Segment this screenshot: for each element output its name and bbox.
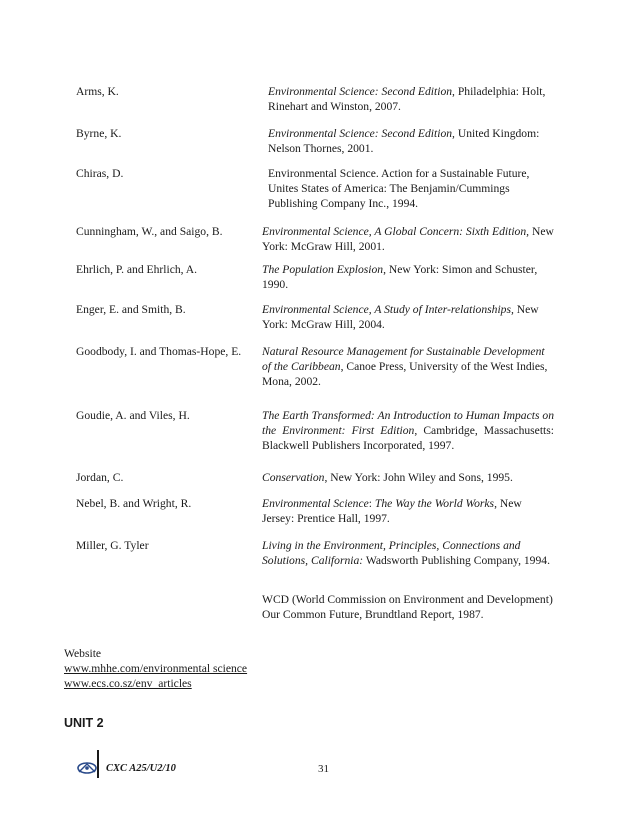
reference-details: , Philadelphia: Holt, Rinehart and Winston, 2007. [268,85,546,113]
reference-author: Nebel, B. and Wright, R. [76,497,192,510]
reference-author: Jordan, C. [76,471,124,484]
reference-details: WCD (World Commission on Environment and Development) Our Common Future, Brundtland Report, 1987. [262,593,553,621]
reference-author: Byrne, K. [76,127,122,140]
reference-work [262,262,554,292]
reference-author: Ehrlich, P. and Ehrlich, A. [76,263,198,276]
reference-work [268,166,556,211]
reference-details: Wadsworth Publishing Company, 1994. [363,554,550,567]
reference-title: Environmental Science: Second Edition [268,85,453,98]
reference-work [262,538,554,568]
reference-title: Living in the Environment, Principles, Connections and Solutions, California: [262,539,521,567]
reference-details: New York: McGraw Hill, 2004. [262,303,539,331]
reference-title: The Way the World Works [374,497,495,510]
reference-details: , Canoe Press, University of the West Indies, Mona, 2002. [262,360,548,388]
reference-work [268,126,556,156]
reference-details: : [368,497,375,510]
reference-title: The Population Explosion [262,263,384,276]
website-link-ecs[interactable]: www.ecs.co.sz/env_articles [64,677,192,690]
reference-details: , New Jersey: Prentice Hall, 1997. [262,497,522,525]
reference-work [262,496,554,526]
unit-heading: UNIT 2 [64,716,104,730]
reference-work [262,344,554,389]
reference-work [262,302,554,332]
reference-details: , Cambridge, Massachusetts: Blackwell Publishers Incorporated, 1997. [262,424,554,452]
cxc-logo-icon [76,760,98,776]
reference-work [262,224,554,254]
reference-author: Enger, E. and Smith, B. [76,303,186,316]
reference-title: The Earth Transformed: An Introduction to Human Impacts on the Environment: First Edition [262,409,554,437]
reference-work [262,408,554,453]
reference-details: New York: McGraw Hill, 2001. [262,225,554,253]
reference-title: Natural Resource Management for Sustainable Development of the Caribbean [262,345,545,373]
reference-author: Goodbody, I. and Thomas-Hope, E. [76,345,242,358]
reference-author: Chiras, D. [76,167,124,180]
reference-details: Environmental Science. Action for a Sustainable Future, Unites States of America: The Benjamin/Cummings Publishing Company Inc., 1994. [268,167,530,210]
reference-title: Environmental Science: Second Edition, [268,127,455,140]
reference-author: Goudie, A. and Viles, H. [76,409,190,422]
reference-work [262,592,554,622]
reference-details: , New York: Simon and Schuster, 1990. [262,263,538,291]
reference-title: Environmental Science [262,497,369,510]
footer-code: CXC A25/U2/10 [106,763,176,774]
website-link-mhhe[interactable]: www.mhhe.com/environmental science [64,662,248,675]
reference-title: Environmental Science, A Study of Inter-relationships, [262,303,514,316]
reference-title: Conservation [262,471,325,484]
reference-author: Cunningham, W., and Saigo, B. [76,225,223,238]
reference-details: , New York: John Wiley and Sons, 1995. [324,471,513,484]
footer-divider [97,750,99,778]
website-section [64,646,247,691]
page-number: 31 [318,763,329,775]
website-heading: Website [64,647,102,660]
reference-details: United Kingdom: Nelson Thornes, 2001. [268,127,540,155]
reference-author: Arms, K. [76,85,119,98]
reference-work [268,84,556,114]
reference-title: Environmental Science, A Global Concern: Sixth Edition, [262,225,530,238]
reference-work [262,470,554,485]
reference-author: Miller, G. Tyler [76,539,149,552]
